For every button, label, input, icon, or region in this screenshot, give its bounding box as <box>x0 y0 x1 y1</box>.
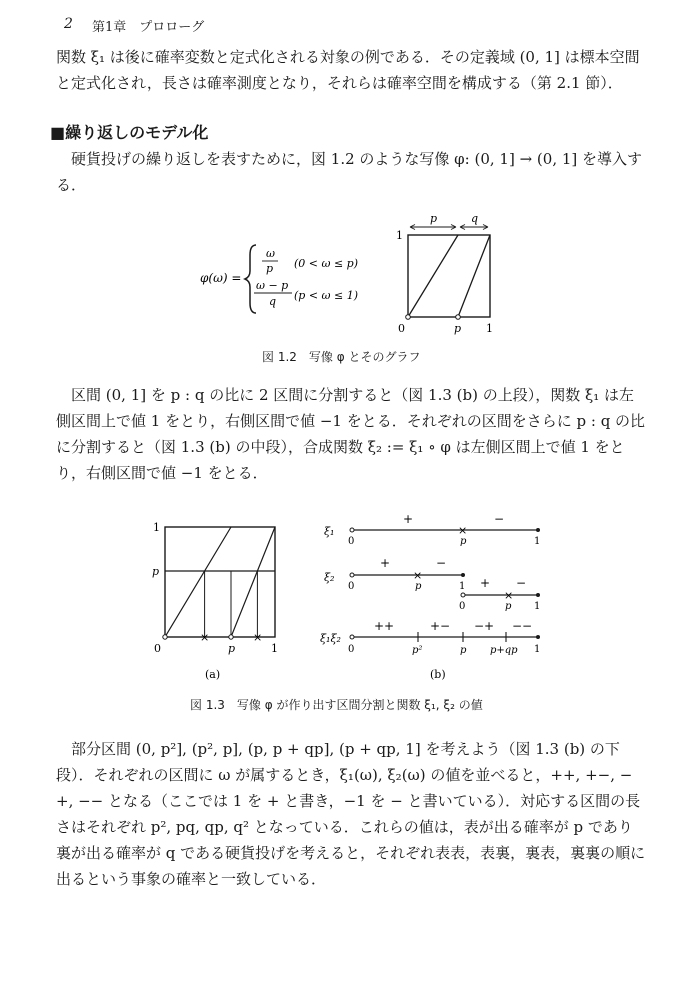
row1-plus: + <box>403 515 414 526</box>
graph-a-x0: 0 <box>154 642 161 655</box>
label-p-top: p <box>430 212 438 225</box>
row3-tpqp: p+qp <box>490 645 518 656</box>
section-heading: ■繰り返しのモデル化 <box>50 123 209 142</box>
case2-numerator: ω − p <box>256 279 289 292</box>
graph-a-xp: p <box>228 642 236 655</box>
cases-brace <box>245 245 256 313</box>
paragraph-2: 硬貨投げの繰り返しを表すために，図 1.2 のような写像 φ: (0, 1] → (0, 1] を導入する． <box>56 150 643 194</box>
row3-tp: p <box>460 645 467 656</box>
row2-plus2: + <box>480 576 491 590</box>
row3-tp2: p² <box>412 645 423 656</box>
row3-name: ξ₁ξ₂ <box>320 632 341 645</box>
label-x-one: 1 <box>486 322 493 335</box>
graph-a-y1: 1 <box>153 521 160 534</box>
case2-denominator: q <box>269 295 277 308</box>
chapter-title: 第1章 プロローグ <box>92 20 205 35</box>
row3-sign-3: −+ <box>474 619 495 633</box>
row3-sign-1: ++ <box>374 619 395 633</box>
case1-condition: (0 < ω ≤ p) <box>294 257 359 270</box>
row2-t1: 1 <box>459 581 466 592</box>
graph-a-origin-point <box>163 635 167 639</box>
row3-t0: 0 <box>348 644 355 655</box>
row2-t1b: 1 <box>534 601 541 612</box>
figure-1-2-caption: 図 1.2 写像 φ とそのグラフ <box>262 350 421 364</box>
open-point-origin <box>406 315 411 320</box>
row1-end <box>536 528 540 532</box>
row3-sign-2: +− <box>430 619 451 633</box>
graph-a-x1: 1 <box>271 642 278 655</box>
label-x-zero: 0 <box>398 322 405 335</box>
row3-end <box>536 635 540 639</box>
label-y-one: 1 <box>396 229 403 242</box>
row3-sign-4: −− <box>512 619 533 633</box>
row2-tp: p <box>415 581 422 592</box>
graph-line-left <box>408 235 458 317</box>
label-x-p: p <box>454 322 462 335</box>
row2-t0b: 0 <box>459 601 466 612</box>
phi-lhs: φ(ω) = <box>200 271 242 285</box>
case1-numerator: ω <box>266 247 275 260</box>
row2-left-start <box>350 573 354 577</box>
graph-a-frame <box>165 527 275 637</box>
row2-tpb: p <box>505 601 512 612</box>
row1-name: ξ₁ <box>324 525 335 538</box>
open-point-p <box>456 315 461 320</box>
row1-tp: p <box>460 536 467 547</box>
paragraph-1: 関数 ξ₁ は後に確率変数と定式化される対象の例である．その定義域 (0, 1] は標本空間と定式化され，長さは確率測度となり，それらは確率空間を構成する（第 2.1 節）． <box>56 48 640 92</box>
row1-start <box>350 528 354 532</box>
graph-frame <box>408 235 490 317</box>
row2-name: ξ₂ <box>324 571 335 584</box>
row1-t0: 0 <box>348 536 355 547</box>
graph-a-yp: p <box>152 565 160 578</box>
figure-1-2 <box>0 205 698 345</box>
paragraph-3: 区間 (0, 1] を p : q の比に 2 区間に分割すると（図 1.3 (b) の上段），関数 ξ₁ は左側区間上で値 1 をとり，右側区間で値 −1 をとる．それぞれの区間をさらに p : q の比に分割すると（図 1.3 (b) の中段），合成関数 ξ₂ := ξ₁ ∘ φ は左側区間上で値 1 をとり，右側区間で値 −1 をとる． <box>56 386 646 482</box>
row2-right-end <box>536 593 540 597</box>
row2-minus2: − <box>516 576 527 590</box>
row2-minus: − <box>436 556 447 570</box>
row2-right-start <box>461 593 465 597</box>
graph-a-p-point <box>229 635 233 639</box>
page-number: 2 <box>64 16 73 32</box>
row2-plus: + <box>380 556 391 570</box>
graph-line-right <box>458 235 490 317</box>
figure-1-3-caption: 図 1.3 写像 φ が作り出す区間分割と関数 ξ₁, ξ₂ の値 <box>190 698 483 712</box>
case2-condition: (p < ω ≤ 1) <box>294 289 359 302</box>
row1-cross: × <box>458 524 468 537</box>
row2-cross-right: × <box>504 589 514 602</box>
row3-t1: 1 <box>534 644 541 655</box>
row2-left-end <box>461 573 465 577</box>
row2-cross-left: × <box>413 569 423 582</box>
graph-a-cross-1: × <box>200 631 210 644</box>
row3-start <box>350 635 354 639</box>
row1-t1: 1 <box>534 536 541 547</box>
label-q-top: q <box>471 212 479 225</box>
graph-b-label: (b) <box>430 668 446 681</box>
paragraph-4: 部分区間 (0, p²], (p², p], (p, p + qp], (p + qp, 1] を考えよう（図 1.3 (b) の下段）．それぞれの区間に ω が属するとき，ξ₁(ω), ξ₂(ω) の値を並べると，++, +−, −+, −− となる（ここでは 1 を + と書き，−1 を − と書いている）．対応する区間の長さはそれぞれ p², pq, qp, q² となっている．これらの値は，表が出る確率が p であり裏が出る確率が q である硬貨投げを考えると，それぞれ表表，表裏，裏表，裏裏の順に出るという事象の確率と一致している． <box>56 740 646 888</box>
graph-a-cross-2: × <box>253 631 263 644</box>
case1-denominator: p <box>266 262 274 275</box>
phi-segment-2 <box>231 527 275 637</box>
row2-t0: 0 <box>348 581 355 592</box>
figure-1-3 <box>0 515 698 690</box>
phi-segment-1 <box>165 527 231 637</box>
graph-a-label: (a) <box>205 668 221 681</box>
row1-minus: − <box>494 515 505 526</box>
